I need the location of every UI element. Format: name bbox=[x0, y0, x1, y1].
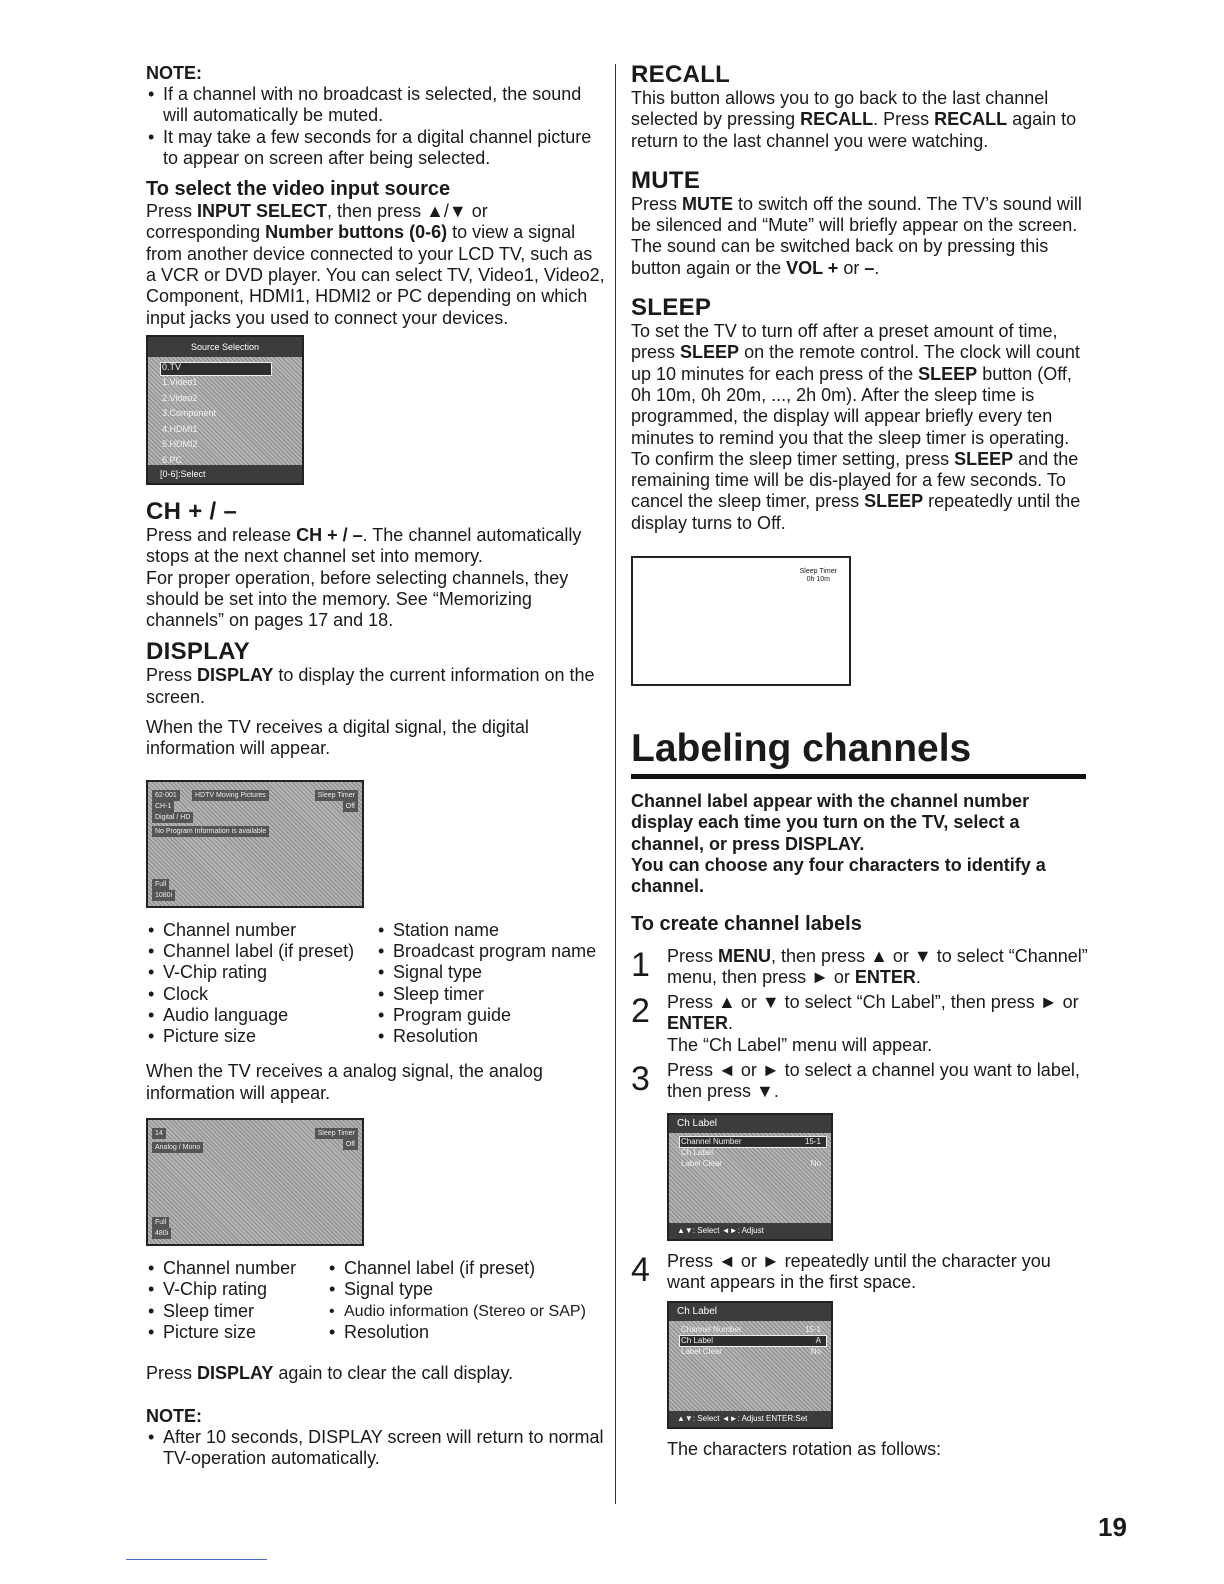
row-value: 15-1 bbox=[804, 1136, 821, 1146]
step-body bbox=[667, 992, 1089, 1056]
bold-text: SLEEP bbox=[864, 491, 924, 512]
list-item: • Resolution bbox=[376, 1026, 596, 1047]
footer-rule bbox=[126, 1559, 267, 1560]
sleep-timer-value-chip: Off bbox=[343, 1139, 358, 1150]
menu-title: Source Selection bbox=[148, 337, 302, 357]
picture-size-chip: Full bbox=[152, 1217, 169, 1228]
list-item: • Station name bbox=[376, 920, 596, 941]
row-label: Channel Number bbox=[681, 1136, 742, 1146]
page-number: 19 bbox=[1098, 1512, 1127, 1542]
menu-row bbox=[681, 1147, 821, 1158]
bold-text: ENTER bbox=[667, 1013, 729, 1034]
menu-rows bbox=[681, 1136, 821, 1169]
channel-label-chip: CH-1 bbox=[152, 801, 174, 812]
source-selection-screen bbox=[146, 335, 304, 485]
bold-text: DISPLAY bbox=[197, 665, 274, 686]
menu-title: Ch Label bbox=[669, 1115, 831, 1133]
section-heading-sleep: SLEEP bbox=[631, 294, 712, 322]
sleep-timer-screen bbox=[631, 556, 851, 686]
digital-list-b bbox=[376, 920, 596, 1048]
menu-item: 0.TV bbox=[162, 361, 182, 372]
sleep-timer-osd-value: 0h 10m bbox=[806, 576, 830, 584]
analog-list-a bbox=[146, 1258, 327, 1343]
list-item: • Signal type bbox=[327, 1279, 586, 1300]
channel-number-chip: 14 bbox=[152, 1128, 166, 1139]
row-value: No bbox=[810, 1347, 821, 1357]
menu-row bbox=[681, 1346, 821, 1357]
list-item: • It may take a few seconds for a digital channel picture to appear on screen after being selected. bbox=[146, 127, 606, 170]
step-text bbox=[667, 946, 1089, 989]
ch-label-screen-1 bbox=[667, 1113, 833, 1241]
note-list bbox=[146, 84, 606, 169]
list-item: • V-Chip rating bbox=[146, 1279, 327, 1300]
text: . The channel automatically stops at the next channel set into memory. bbox=[146, 524, 582, 567]
paragraph-label-intro-2: You can choose any four characters to identify a channel. bbox=[631, 854, 1046, 897]
text: . bbox=[915, 966, 921, 987]
paragraph-clear-display bbox=[146, 1363, 606, 1384]
resolution-chip: 480i bbox=[152, 1228, 171, 1239]
list-item: • Resolution bbox=[327, 1322, 586, 1343]
step-number: 2 bbox=[631, 992, 650, 1031]
text: again to clear the call display. bbox=[273, 1363, 514, 1384]
section-heading-display: DISPLAY bbox=[146, 638, 250, 666]
list-item: • V-Chip rating bbox=[146, 962, 376, 983]
text: Press and release bbox=[146, 524, 297, 545]
bold-text: Number buttons (0-6) bbox=[265, 222, 448, 243]
text: on the remote control. The clock will count up 10 minutes for each press of the bbox=[631, 342, 1080, 384]
sleep-timer-value-chip: Off bbox=[343, 801, 358, 812]
text: button (Off, 0h 10m, 0h 20m, ..., 2h 0m). After the sleep time is programmed, the display will appear briefly every ten minutes to remind you that the sleep timer is operating. To confirm the sleep timer setting, press bbox=[631, 363, 1072, 469]
step-2 bbox=[631, 992, 1089, 1056]
text: Press ▲ or ▼ to select “Ch Label”, then press ► or bbox=[667, 992, 1079, 1013]
sleep-timer-osd-title: Sleep Timer bbox=[799, 568, 837, 576]
menu-item: 2.Video2 bbox=[162, 392, 198, 403]
note-list bbox=[146, 1427, 606, 1470]
digital-list-a bbox=[146, 920, 376, 1048]
section-heading-mute: MUTE bbox=[631, 166, 701, 194]
list-item: • Broadcast program name bbox=[376, 941, 596, 962]
list-item: • Sleep timer bbox=[146, 1301, 327, 1322]
paragraph-video-input bbox=[146, 201, 606, 329]
text: or bbox=[843, 257, 865, 278]
list-item: • Picture size bbox=[146, 1322, 327, 1343]
row-label: Ch Label bbox=[681, 1336, 714, 1346]
step-number: 3 bbox=[631, 1060, 650, 1099]
text: to switch off the sound. The TV’s sound will be silenced and “Mute” will briefly appear on the screen. The sound can be switched back on by pressing this button again or the bbox=[631, 193, 1082, 278]
paragraph-ch-operation: For proper operation, before selecting channels, they should be set into the memory. See “Memorizing channels” on pages 17 and 18. bbox=[146, 567, 569, 631]
channel-number-chip: 62-001 bbox=[152, 790, 180, 801]
list-item: • Picture size bbox=[146, 1026, 376, 1047]
bold-text: MENU bbox=[718, 945, 772, 966]
text: To set the TV to turn off after a preset amount of time, press bbox=[631, 321, 1058, 363]
paragraph-analog-intro: When the TV receives a analog signal, the analog information will appear. bbox=[146, 1061, 543, 1103]
list-item: • Sleep timer bbox=[376, 984, 596, 1005]
paragraph-mute bbox=[631, 194, 1089, 279]
bold-text: DISPLAY bbox=[197, 1363, 274, 1384]
section-heading-video-input: To select the video input source bbox=[146, 178, 451, 201]
row-value: No bbox=[810, 1158, 821, 1168]
station-name-chip: HDTV Moving Pictures bbox=[192, 790, 269, 801]
digital-info-lists bbox=[146, 920, 606, 1048]
list-item: • If a channel with no broadcast is selected, the sound will automatically be muted. bbox=[146, 84, 606, 127]
menu-item: 5.HDMI2 bbox=[162, 439, 198, 450]
section-heading-create-labels: To create channel labels bbox=[631, 912, 862, 935]
paragraph-recall bbox=[631, 88, 1089, 152]
sleep-timer-chip: Sleep Timer bbox=[315, 790, 358, 801]
text: Press bbox=[146, 201, 198, 222]
bold-text: SLEEP bbox=[918, 363, 978, 384]
menu-item: 6.PC bbox=[162, 454, 183, 465]
title-rule bbox=[631, 774, 1086, 779]
row-label: Label Clear bbox=[681, 1158, 722, 1168]
step-number: 4 bbox=[631, 1250, 650, 1289]
text: This button allows you to go back to the last channel selected by pressing bbox=[631, 88, 1049, 130]
step-text-extra: The “Ch Label” menu will appear. bbox=[667, 1034, 933, 1055]
bold-text: SLEEP bbox=[680, 342, 740, 363]
row-label: Ch Label bbox=[681, 1147, 714, 1157]
menu-footer: ▲▼: Select ◄►: Adjust bbox=[669, 1223, 831, 1239]
signal-type-chip: Digital / HD bbox=[152, 812, 193, 823]
list-item: • Audio information (Stereo or SAP) bbox=[327, 1301, 586, 1322]
step-number: 1 bbox=[631, 945, 650, 984]
analog-info-screen bbox=[146, 1118, 364, 1246]
note-heading: NOTE: bbox=[146, 1405, 202, 1426]
paragraph-sleep bbox=[631, 321, 1089, 534]
text: repeatedly until the display turns to Off. bbox=[631, 491, 1081, 533]
text: , then press ▲ or ▼ to select “Channel” menu, then press ► or bbox=[667, 945, 1088, 987]
list-item: • Signal type bbox=[376, 962, 596, 983]
step-4 bbox=[631, 1251, 1089, 1461]
sleep-timer-chip: Sleep Timer bbox=[315, 1128, 358, 1139]
text: and the remaining time will be dis-played for a few seconds. To cancel the sleep timer, press bbox=[631, 448, 1079, 512]
program-info-chip: No Program Information is available bbox=[152, 826, 269, 837]
column-divider bbox=[615, 64, 616, 1504]
text: to display the current information on the screen. bbox=[146, 665, 595, 707]
step-body bbox=[667, 1251, 1089, 1461]
list-item: • Program guide bbox=[376, 1005, 596, 1026]
text: . Press bbox=[873, 109, 935, 130]
section-heading-recall: RECALL bbox=[631, 61, 731, 88]
paragraph-digital-intro: When the TV receives a digital signal, the digital information will appear. bbox=[146, 717, 529, 759]
step-text: Press ◄ or ► to select a channel you want to label, then press ▼. bbox=[667, 1060, 1080, 1102]
text: . bbox=[728, 1013, 734, 1034]
row-label: Channel Number bbox=[681, 1325, 742, 1335]
menu-item: 3.Component bbox=[162, 408, 217, 419]
sleep-timer-osd bbox=[800, 568, 837, 584]
text: Press bbox=[146, 1363, 198, 1384]
paragraph-display bbox=[146, 665, 606, 708]
right-column bbox=[631, 62, 1089, 1461]
picture-size-chip: Full bbox=[152, 879, 169, 890]
menu-title: Ch Label bbox=[669, 1303, 831, 1321]
menu-footer: [0-6]:Select bbox=[148, 465, 302, 483]
bold-text: RECALL bbox=[934, 109, 1008, 130]
text: again to return to the last channel you were watching. bbox=[631, 109, 1077, 151]
step-text: Press ◄ or ► repeatedly until the character you want appears in the first space. bbox=[667, 1250, 1051, 1292]
bold-text: – bbox=[864, 257, 875, 278]
bold-text: INPUT SELECT bbox=[197, 201, 328, 222]
section-heading-ch: CH + / – bbox=[146, 497, 238, 525]
menu-footer: ▲▼: Select ◄►: Adjust ENTER:Set bbox=[669, 1411, 831, 1427]
left-column bbox=[146, 62, 606, 1469]
bold-text: CH + / – bbox=[296, 524, 363, 545]
digital-info-screen bbox=[146, 780, 364, 908]
text: . bbox=[874, 257, 880, 278]
analog-list-b bbox=[327, 1258, 586, 1343]
ch-label-screen-2 bbox=[667, 1301, 833, 1429]
menu-row bbox=[681, 1335, 821, 1346]
text: to view a signal from another device connected to your LCD TV, such as a VCR or DVD player. You can select TV, Video1, Video2, Component, HDMI1, HDMI2 or PC depending on which input jacks you used to connect your devices. bbox=[146, 222, 605, 328]
row-label: Label Clear bbox=[681, 1347, 722, 1357]
menu-item: 1.Video1 bbox=[162, 377, 198, 388]
step-text bbox=[667, 992, 1089, 1035]
step-1 bbox=[631, 946, 1089, 989]
list-item: • Channel label (if preset) bbox=[146, 941, 376, 962]
list-item: • Audio language bbox=[146, 1005, 376, 1026]
menu-row bbox=[681, 1136, 821, 1147]
bold-text: VOL + bbox=[786, 257, 844, 278]
menu-row bbox=[681, 1158, 821, 1169]
paragraph-ch bbox=[146, 525, 606, 568]
signal-type-chip: Analog / Mono bbox=[152, 1142, 203, 1153]
list-item: • Clock bbox=[146, 984, 376, 1005]
list-item: • After 10 seconds, DISPLAY screen will return to normal TV-operation automatically. bbox=[146, 1427, 606, 1470]
list-item: • Channel number bbox=[146, 1258, 327, 1279]
row-value: A bbox=[815, 1336, 821, 1346]
paragraph-label-intro: Channel label appear with the channel number display each time you turn on the TV, select a channel, or press DISPLAY. bbox=[631, 791, 1030, 854]
bold-text: SLEEP bbox=[954, 448, 1014, 469]
bold-text: MUTE bbox=[682, 193, 734, 214]
menu-row bbox=[681, 1324, 821, 1335]
row-value: 15-1 bbox=[804, 1325, 821, 1335]
page-section-title: Labeling channels bbox=[631, 727, 972, 771]
menu-rows bbox=[681, 1324, 821, 1357]
text: , then press ▲/▼ or corresponding bbox=[146, 201, 488, 243]
text: Press bbox=[631, 193, 683, 214]
note-heading: NOTE: bbox=[146, 63, 202, 83]
analog-info-lists bbox=[146, 1258, 606, 1343]
bold-text: RECALL bbox=[800, 109, 874, 130]
bold-text: ENTER bbox=[854, 966, 916, 987]
list-item: • Channel label (if preset) bbox=[327, 1258, 586, 1279]
text: Press bbox=[146, 665, 198, 686]
text: Press bbox=[667, 945, 719, 966]
list-item: • Channel number bbox=[146, 920, 376, 941]
menu-item: 4.HDMI1 bbox=[162, 423, 198, 434]
paragraph-rotation: The characters rotation as follows: bbox=[667, 1439, 942, 1460]
step-body bbox=[667, 1060, 1089, 1241]
menu-list bbox=[148, 360, 302, 469]
resolution-chip: 1080i bbox=[152, 890, 175, 901]
step-3 bbox=[631, 1060, 1089, 1241]
